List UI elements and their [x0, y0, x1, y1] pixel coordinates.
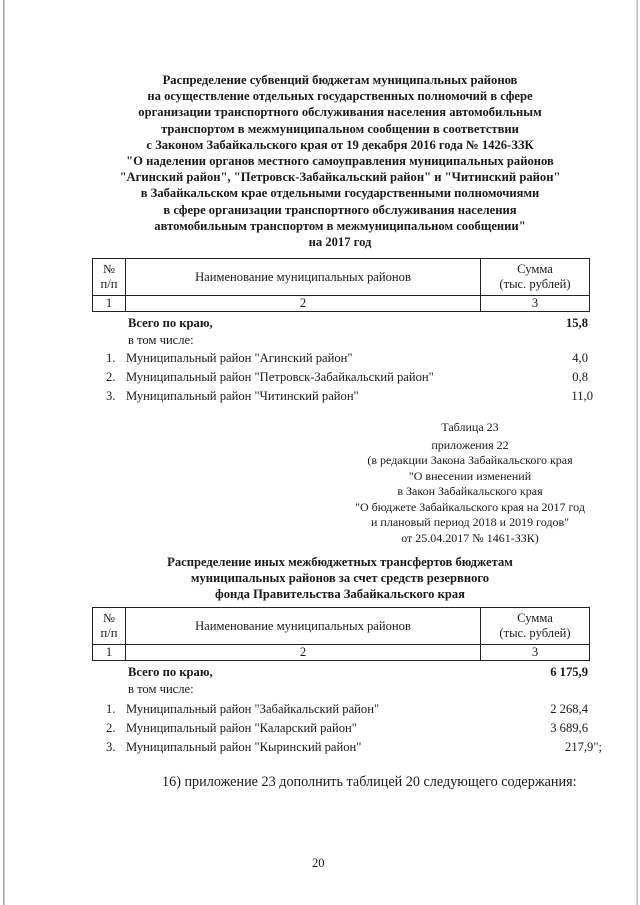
list-item-number: 3.: [106, 740, 116, 754]
page-number: 20: [312, 856, 325, 870]
header-sum-label: Сумма: [517, 262, 553, 276]
header-number: [93, 259, 126, 296]
title-line: транспортом в межмуниципальном сообщении в соответствии: [161, 121, 519, 136]
column-number: 1: [93, 296, 126, 312]
list-item-name: Муниципальный район "Кыринский район": [126, 740, 362, 754]
note-line: (в редакции Закона Забайкальского края: [367, 453, 573, 467]
list-item-number: 1.: [106, 702, 116, 716]
title-line: фонда Правительства Забайкальского края: [215, 587, 465, 602]
list-item-number: 2.: [106, 721, 116, 735]
note-line: приложения 22: [431, 437, 509, 452]
title-line: Распределение иных межбюджетных трансфертов бюджетам: [167, 555, 513, 569]
title-line: на осуществление отдельных государственных полномочий в сфере: [147, 89, 533, 104]
title-line: организации транспортного обслуживания населения автомобильным: [138, 105, 542, 120]
list-item-name: Муниципальный район "Агинский район": [126, 351, 353, 365]
title-line: на 2017 год: [308, 235, 372, 250]
header-sum: [481, 608, 590, 645]
list-item-value: 11,0: [571, 389, 593, 403]
header-sum: [481, 259, 590, 296]
column-number: 2: [126, 645, 481, 661]
total-label: Всего по краю,: [128, 316, 213, 330]
header-number-abbr: п/п: [100, 626, 118, 640]
list-item-number: 2.: [106, 370, 116, 384]
header-number-symbol: №: [102, 262, 116, 276]
list-item-value: 0,8: [572, 370, 588, 384]
list-item-number: 3.: [106, 389, 116, 403]
header-sum-label: Сумма: [517, 611, 553, 625]
list-item-value: 4,0: [572, 351, 588, 365]
column-number-row: [93, 645, 590, 661]
column-number: 2: [126, 296, 481, 312]
list-item-name: Муниципальный район "Забайкальский район": [126, 702, 380, 716]
total-value: 6 175,9: [550, 665, 588, 679]
header-number: [93, 608, 126, 645]
title-line: в Забайкальском крае отдельными государственными полномочиями: [140, 186, 540, 201]
note-line: "О внесении изменений: [408, 468, 532, 483]
including-label: в том числе:: [128, 682, 194, 696]
header-sum-unit: (тыс. рублей): [499, 626, 571, 640]
column-number: 1: [93, 645, 126, 661]
title-line: Распределение субвенций бюджетам муниципальных районов: [162, 73, 518, 87]
title-line: муниципальных районов за счет средств резервного: [190, 571, 490, 586]
list-item-name: Муниципальный район "Петровск-Забайкальский район": [126, 370, 434, 384]
table-header-row: [93, 259, 590, 296]
appendix-note: [320, 420, 620, 546]
note-line: и плановый период 2018 и 2019 годов": [370, 515, 570, 529]
column-number: 3: [481, 645, 590, 661]
list-item-value: 3 689,6: [550, 721, 588, 735]
list-item-name: Муниципальный район "Читинский район": [126, 389, 359, 403]
header-name: Наименование муниципальных районов: [126, 259, 481, 296]
section1-table-header: [92, 258, 590, 312]
title-line: автомобильным транспортом в межмуниципальном сообщении": [154, 218, 526, 233]
title-line: в сфере организации транспортного обслуживания населения: [163, 202, 517, 217]
section2-table-header: [92, 607, 590, 661]
list-item-name: Муниципальный район "Каларский район": [126, 721, 357, 735]
header-number-abbr: п/п: [100, 277, 118, 291]
column-number-row: [93, 296, 590, 312]
table-header-row: [93, 608, 590, 645]
closing-paragraph: 16) приложение 23 дополнить таблицей 20 следующего содержания:: [162, 774, 577, 790]
page-edge-left: [3, 0, 5, 905]
note-line: от 25.04.2017 № 1461-ЗЗК): [401, 530, 539, 545]
total-label: Всего по краю,: [128, 665, 213, 679]
note-line: "О бюджете Забайкальского края на 2017 год: [355, 499, 585, 514]
list-item-value: 2 268,4: [550, 702, 588, 716]
header-number-symbol: №: [102, 611, 116, 625]
title-line: "Агинский район", "Петровск-Забайкальский район" и "Читинский район": [119, 170, 561, 185]
list-item-number: 1.: [106, 351, 116, 365]
header-name: Наименование муниципальных районов: [126, 608, 481, 645]
section1-title: [90, 72, 590, 250]
title-line: "О наделении органов местного самоуправления муниципальных районов: [126, 154, 554, 169]
total-value: 15,8: [565, 316, 588, 330]
column-number: 3: [481, 296, 590, 312]
header-sum-unit: (тыс. рублей): [499, 277, 571, 291]
page-edge-right: [636, 0, 638, 905]
including-label: в том числе:: [128, 333, 194, 347]
note-line: в Закон Забайкальского края: [397, 484, 543, 498]
list-item-value: 217,9";: [565, 740, 602, 754]
note-line: Таблица 23: [441, 420, 499, 434]
title-line: с Законом Забайкальского края от 19 декабря 2016 года № 1426-ЗЗК: [146, 137, 534, 152]
section2-title: [90, 554, 590, 603]
